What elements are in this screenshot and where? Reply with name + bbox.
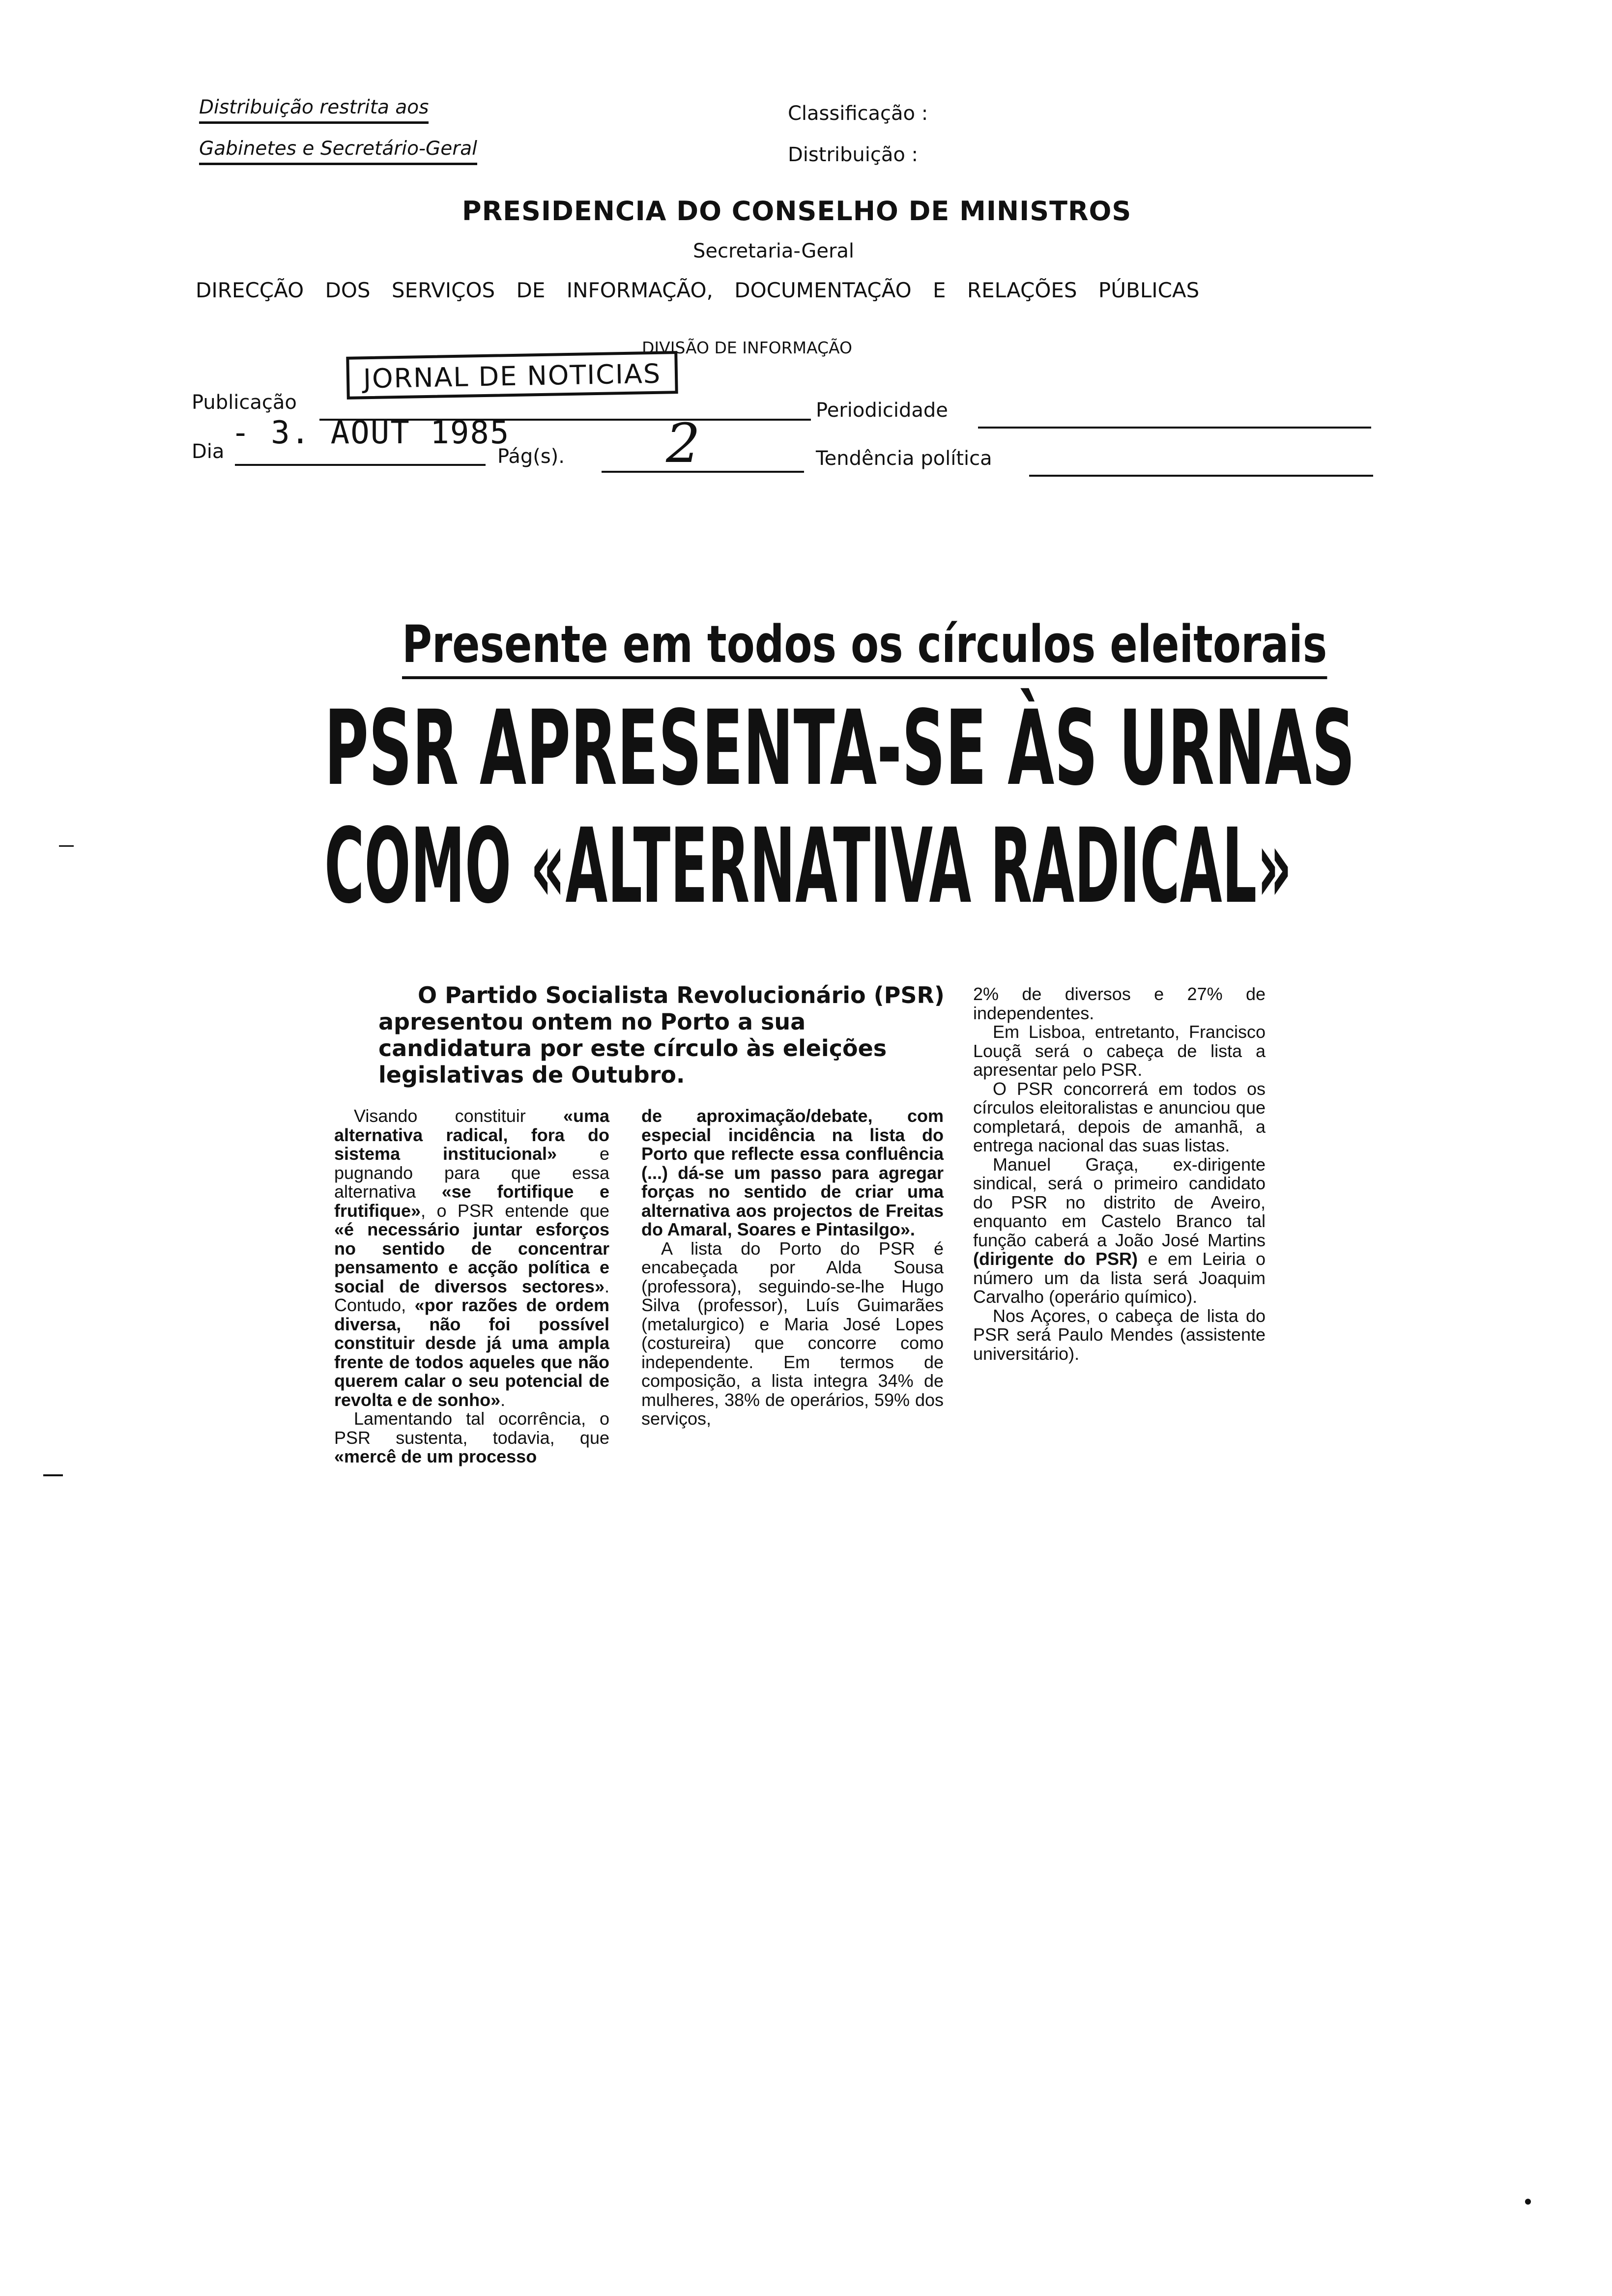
- scan-speck: [1525, 2199, 1531, 2205]
- scan-mark-left-upper: [59, 845, 74, 847]
- presidency-title: PRESIDENCIA DO CONSELHO DE MINISTROS: [462, 196, 1132, 227]
- col1-p2-quote-b: «mercê de um processo: [334, 1446, 537, 1466]
- col3-paragraph-3: O PSR concorrerá em todos os círculos eleitoralistas e anunciou que completará, depois de amanhã, a entrega nacional das suas listas.: [973, 1078, 1266, 1155]
- col3-paragraph-4: [973, 1155, 1266, 1307]
- directorate-title: DIRECÇÃO DOS SERVIÇOS DE INFORMAÇÃO, DOCUMENTAÇÃO E RELAÇÕES PÚBLICAS: [196, 278, 1200, 302]
- col1-p1-quote-h: «por razões de ordem diversa, não foi possível constituir desde já uma ampla frente de todos aqueles que não querem calar o seu potencial de revolta e de sonho»: [334, 1295, 609, 1410]
- col2-paragraph-1: de aproximação/debate, com especial incidência na lista do Porto que reflecte essa confluência (...) dá-se um passo para agregar forças no sentido de criar uma alternativa aos projectos de Freitas do Amaral, Soares e Pintasilgo».: [641, 1106, 944, 1239]
- tendency-label: Tendência política: [816, 447, 992, 470]
- col1-paragraph-1: [334, 1107, 609, 1409]
- col3-p4-text-a: Manuel Graça, ex-dirigente sindical, será o primeiro candidato do PSR no distrito de Aveiro, enquanto em Castelo Branco tal função caberá a João José Martins: [973, 1154, 1266, 1250]
- article-lead-text: O Partido Socialista Revolucionário (PSR) apresentou ontem no Porto a sua candidatura por este círculo às eleições legislativas de Outubro.: [378, 982, 945, 1088]
- col1-p1-text-c: e pugnando para que essa alternativa: [334, 1144, 609, 1202]
- article-column-2: [641, 1107, 944, 1429]
- publication-stamp: JORNAL DE NOTICIAS: [346, 351, 678, 400]
- publication-label: Publicação: [192, 391, 297, 414]
- secretariat-title: Secretaria-Geral: [693, 240, 855, 262]
- periodicity-rule: [978, 427, 1371, 429]
- division-title: DIVISÃO DE INFORMAÇÃO: [642, 338, 853, 357]
- col1-p1-quote-d: «se fortifique e frutifique»: [334, 1181, 609, 1221]
- article-column-3: [973, 985, 1266, 1363]
- article-lead: [378, 982, 949, 1088]
- tendency-rule: [1029, 475, 1373, 477]
- day-stamp: - 3. AOUT 1985: [231, 415, 510, 451]
- col3-p4-text-c: e em Leiria o número um da lista será Joaquim Carvalho (operário químico).: [973, 1249, 1266, 1307]
- col1-p1-text-a: Visando constituir: [354, 1106, 563, 1126]
- col1-p2-text-a: Lamentando tal ocorrência, o PSR sustenta, todavia, que: [334, 1408, 609, 1448]
- scan-mark-left: [43, 1474, 63, 1476]
- headline-line2: COMO «ALTERNATIVA RADICAL»: [324, 806, 1292, 926]
- col1-paragraph-2: [334, 1409, 609, 1466]
- headline-line1: PSR APRESENTA-SE ÀS URNAS: [324, 688, 1355, 808]
- periodicity-label: Periodicidade: [816, 399, 948, 422]
- pages-handwritten: 2: [666, 412, 700, 475]
- pages-rule: [602, 471, 804, 473]
- day-label: Dia: [192, 440, 225, 463]
- col1-p1-text-i: .: [500, 1389, 506, 1410]
- col2-paragraph-2: A lista do Porto do PSR é encabeçada por Alda Sousa (professora), seguindo-se-lhe Hugo Silva (professor), Luís Guimarães (metalurgico) e Maria José Lopes (costureira) que concorre como independente. Em termos de composição, a lista integra 34% de mulheres, 38% de operários, 59% dos serviços,: [641, 1238, 944, 1429]
- col1-p1-text-e: , o PSR entende que: [421, 1200, 609, 1221]
- col1-p1-quote-b: «uma alternativa radical, fora do sistema institucional»: [334, 1106, 609, 1164]
- article-column-1: [334, 1107, 609, 1466]
- distribution-note-line1: Distribuição restrita aos: [199, 96, 429, 124]
- day-rule: [235, 464, 486, 466]
- col3-paragraph-5: Nos Açores, o cabeça de lista do PSR será Paulo Mendes (assistente universitário).: [973, 1305, 1266, 1364]
- distribution-label: Distribuição :: [788, 144, 919, 166]
- article-kicker: Presente em todos os círculos eleitorais: [402, 614, 1327, 679]
- col3-paragraph-2: Em Lisboa, entretanto, Francisco Louçã será o cabeça de lista a apresentar pelo PSR.: [973, 1022, 1266, 1080]
- pages-label: Pág(s).: [497, 445, 565, 468]
- col3-paragraph-1: 2% de diversos e 27% de independentes.: [973, 984, 1266, 1023]
- distribution-note-line2: Gabinetes e Secretário-Geral: [199, 138, 477, 165]
- col1-p1-text-g: . Contudo,: [334, 1276, 609, 1315]
- col3-p4-bold-b: (dirigente do PSR): [973, 1249, 1138, 1269]
- classification-label: Classificação :: [788, 102, 928, 125]
- col1-p1-quote-f: «é necessário juntar esforços no sentido de concentrar pensamento e acção política e social de diversos sectores»: [334, 1219, 609, 1296]
